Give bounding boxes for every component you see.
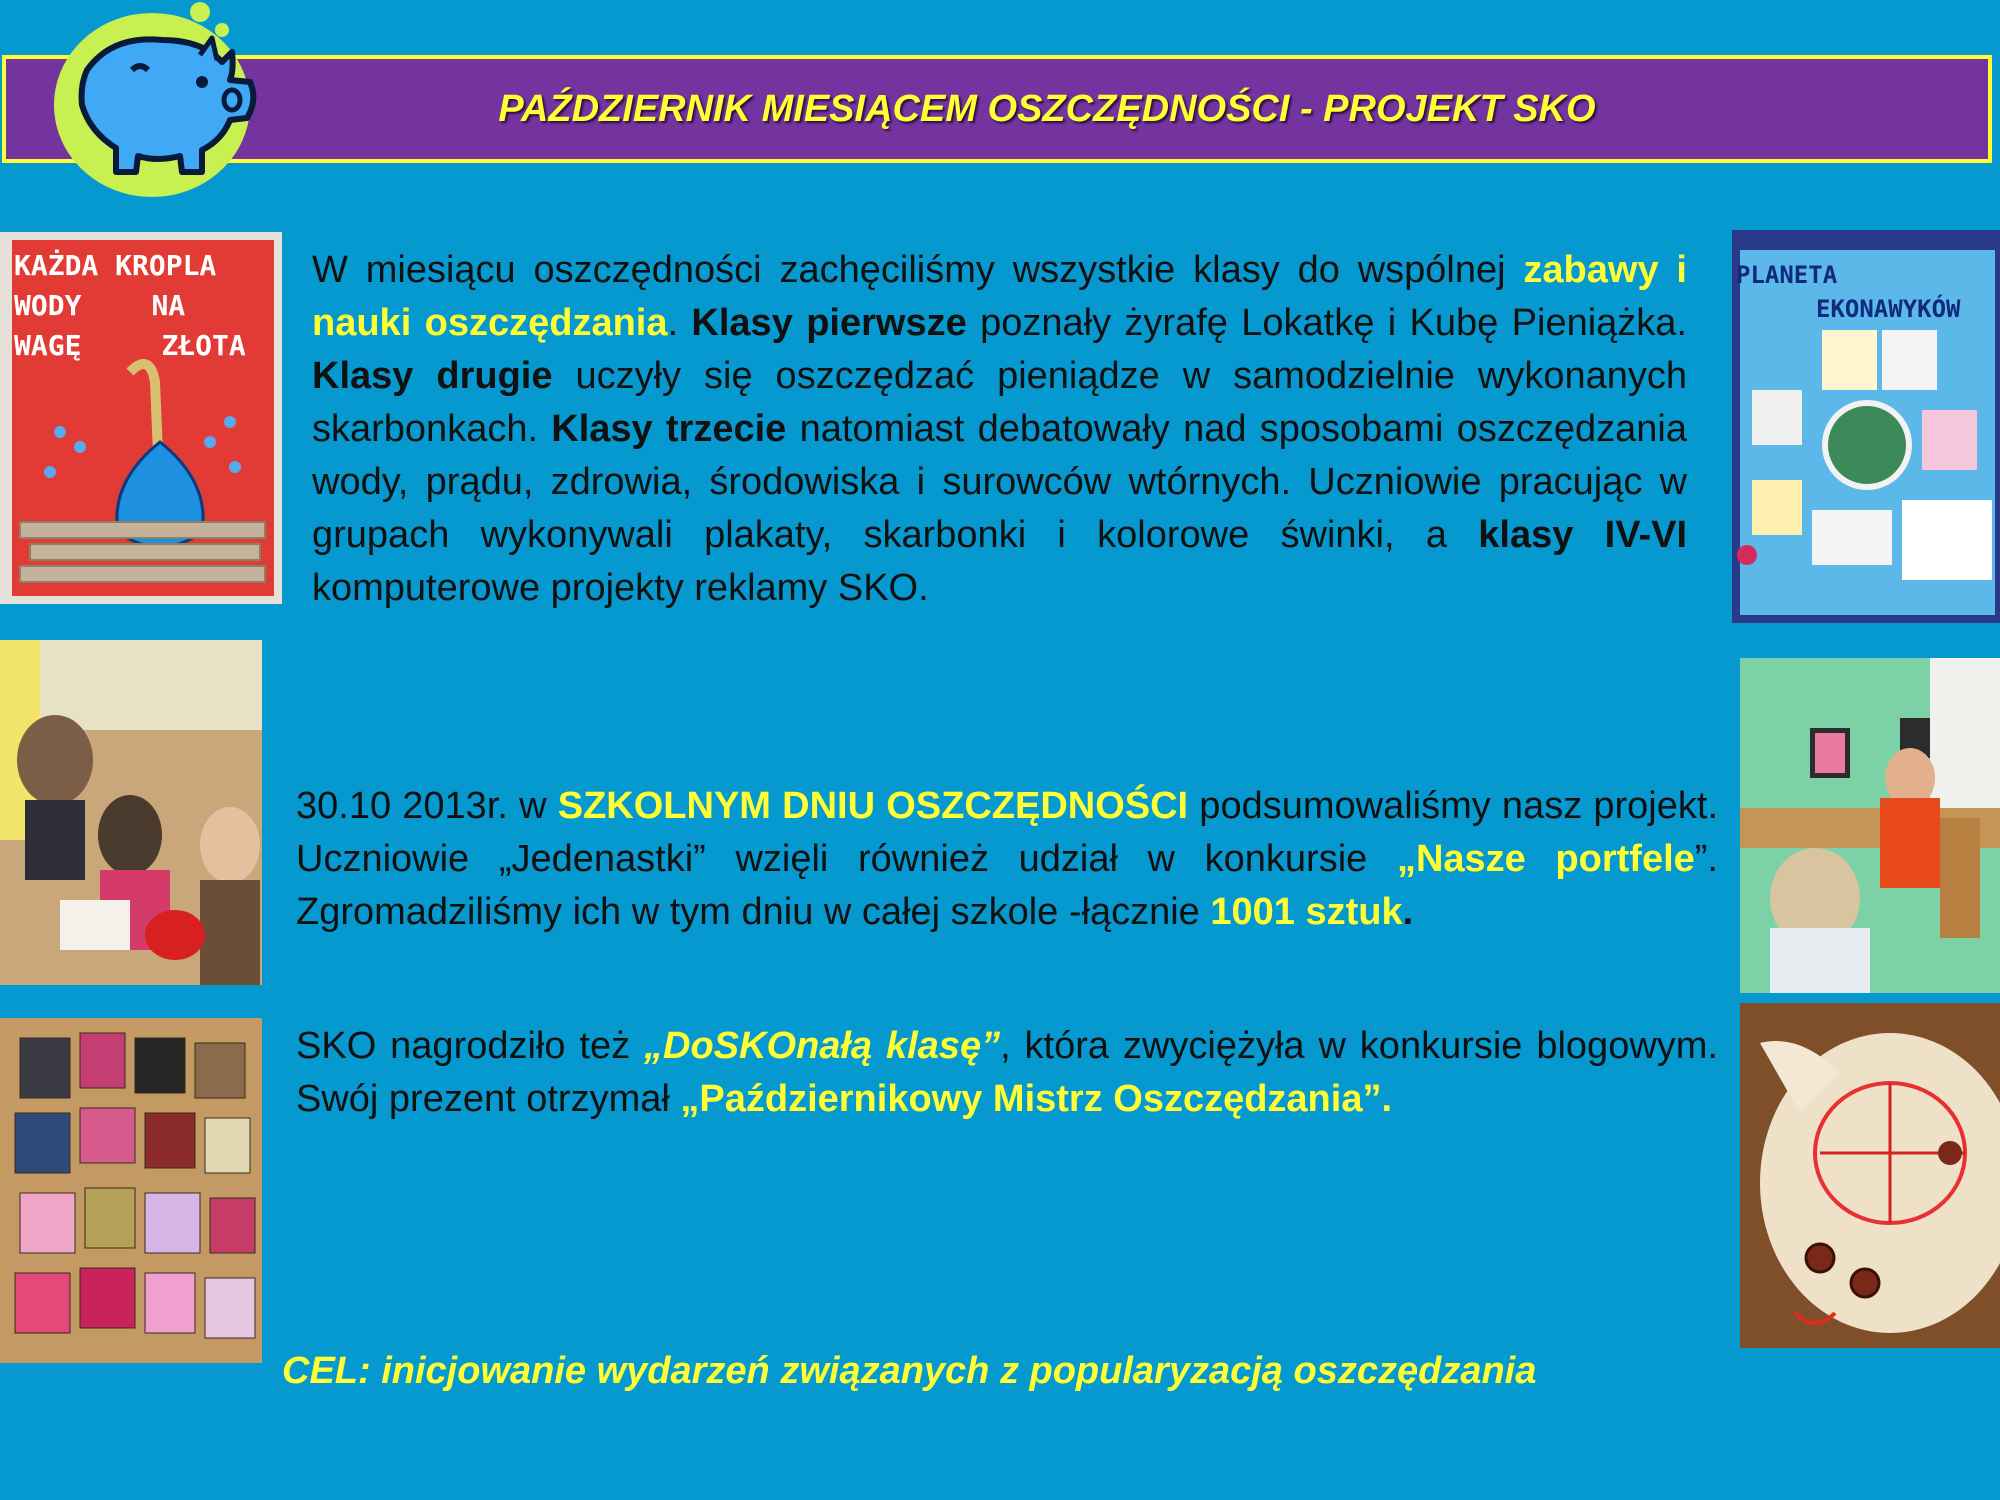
bold-segment: Klasy pierwsze <box>691 302 967 344</box>
poster-caption <box>14 246 274 366</box>
highlight-segment: 1001 sztuk <box>1210 891 1403 933</box>
text-segment: SKO nagrodziło też <box>296 1025 645 1067</box>
poster-planet-line1: PLANETA <box>1736 261 1838 289</box>
photo-planet-poster <box>1732 230 2000 623</box>
text-segment: , która zwyciężyła w konkursie blogowym. Swój prezent otrzymał <box>296 1025 1718 1120</box>
paragraph-intro <box>312 244 1687 615</box>
text-segment: 30.10 2013r. w <box>296 785 558 827</box>
poster-planet-line2: EKONAWYKÓW <box>1816 295 1961 323</box>
poster-line1: KAŻDA KROPLA <box>14 249 217 282</box>
text-segment: ”. Zgromadziliśmy ich w tym dniu w całej szkole -łącznie <box>296 838 1718 933</box>
text-segment: natomiast debatowały nad sposobami oszczędzania wody, prądu, zdrowia, środowiska i surowców wtórnych. Uczniowie pracując w grupach wykonywali plakaty, skarbonki i kolorowe świnki, a <box>312 408 1687 556</box>
text-segment: W miesiącu oszczędności zachęciliśmy wszystkie klasy do wspólnej <box>312 249 1524 291</box>
bold-segment: Klasy trzecie <box>551 408 787 450</box>
highlight-segment: SZKOLNYM DNIU OSZCZĘDNOŚCI <box>557 785 1189 827</box>
text-segment: podsumowaliśmy nasz projekt. Uczniowie „Jedenastki” wzięli również udział w konkursie <box>296 785 1718 880</box>
photo-children-drawing <box>0 640 262 985</box>
photo-craft-pig <box>1740 1003 2000 1348</box>
text-segment: . <box>667 302 692 344</box>
bold-segment: Klasy drugie <box>312 355 553 397</box>
poster-line3: NA <box>151 289 186 322</box>
paragraph-savings-day <box>296 780 1718 939</box>
piggy-bank-icon <box>52 0 272 200</box>
page-title: PAŹDZIERNIK MIESIĄCEM OSZCZĘDNOŚCI - PROJEKT SKO <box>498 87 1596 130</box>
goal-statement: CEL: inicjowanie wydarzeń związanych z popularyzacją oszczędzania <box>282 1350 1537 1392</box>
title-bar <box>2 55 1992 163</box>
text-segment: komputerowe projekty reklamy SKO. <box>312 567 929 609</box>
photo-wallets <box>0 1018 262 1363</box>
paragraph-award <box>296 1020 1718 1126</box>
highlight-segment: „Październikowy Mistrz Oszczędzania”. <box>680 1078 1393 1120</box>
poster-line2: WODY <box>14 289 82 322</box>
highlight-segment: „Nasze portfele <box>1396 838 1695 880</box>
photo-water-poster <box>0 232 282 604</box>
highlight-segment: „DoSKOnałą klasę” <box>644 1025 1001 1067</box>
highlight-segment: zabawy i nauki oszczędzania <box>312 249 1687 344</box>
text-segment: . <box>1402 891 1414 933</box>
bold-segment: klasy IV-VI <box>1478 514 1687 556</box>
photo-computer-lab <box>1740 658 2000 993</box>
poster-planet-caption <box>1736 258 1996 326</box>
text-segment: poznały żyrafę Lokatkę i Kubę Pieniążka. <box>966 302 1687 344</box>
poster-line5: ZŁOTA <box>161 329 246 362</box>
text-segment: uczyły się oszczędzać pieniądze w samodzielnie wykonanych skarbonkach. <box>312 355 1688 450</box>
poster-line4: WAGĘ <box>14 329 82 362</box>
